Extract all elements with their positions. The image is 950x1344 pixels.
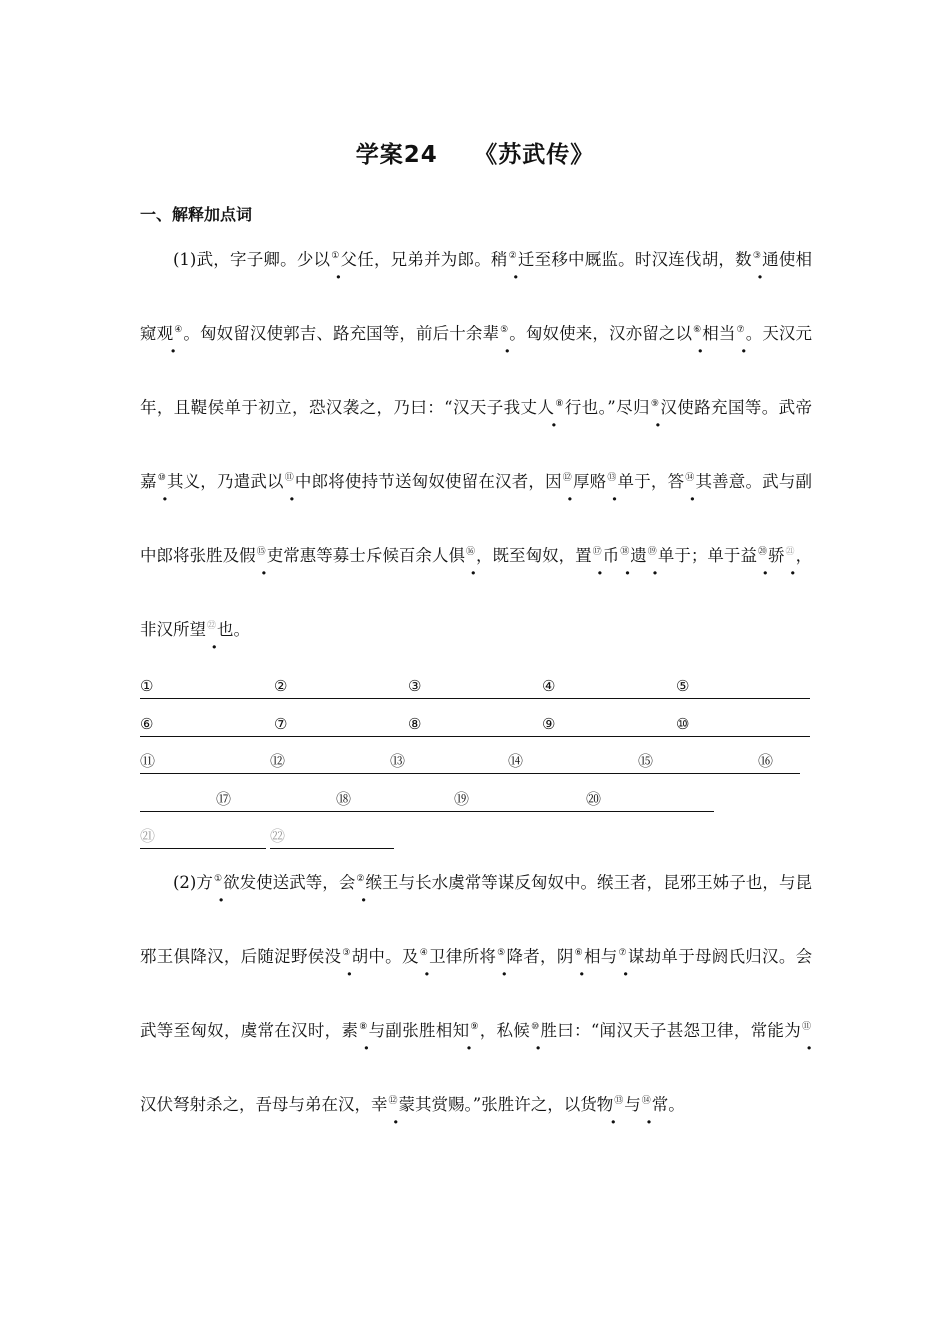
passage-text: 欲发使送武等， — [223, 873, 339, 892]
blank-row — [140, 674, 812, 712]
dotted-word: 与 — [624, 1095, 641, 1114]
passage-text: 。匈奴留汉使郭吉、路充国等，前后十余 — [183, 324, 483, 343]
passage-text: 吏常惠等募士斥候百余人 — [266, 546, 449, 565]
dotted-word: 候 — [513, 1021, 531, 1040]
note-number: ④ — [174, 325, 183, 335]
dotted-word: 方 — [196, 873, 213, 892]
passage-text: 单于；单于 — [657, 546, 741, 565]
dotted-word: 素 — [341, 1021, 359, 1040]
passage-text: 父任，兄弟并为郎。 — [340, 250, 491, 269]
note-number: ⑧ — [359, 1022, 368, 1032]
note-number: ③ — [752, 251, 762, 261]
passage-text: 中郎将使持节送匈奴使留在汉者， — [294, 472, 546, 491]
dotted-word: 益 — [740, 546, 757, 565]
dotted-word: 置 — [575, 546, 592, 565]
passage-text: 缑王与长水虞常等谋反匈奴中。缑王者，昆邪王姊子也，与昆邪王俱降汉，后随浞野侯 — [140, 873, 813, 966]
passage-text: 其善意。武与副中郎将张胜及 — [140, 472, 813, 565]
answer-blanks — [140, 674, 812, 862]
note-number: ⑬ — [614, 1096, 624, 1106]
note-number: ⑤ — [497, 948, 506, 958]
answer-blank[interactable]: ㉑ — [140, 824, 266, 849]
passage-text: 迁至移中厩监。时汉连伐胡， — [517, 250, 736, 269]
note-number: ① — [213, 874, 223, 884]
blank-row — [140, 749, 812, 787]
note-number: ⑯ — [465, 547, 475, 557]
passage-text: 常。 — [651, 1095, 685, 1114]
dotted-word: 赂 — [589, 472, 607, 491]
passage-text: 胡中。 — [351, 947, 402, 966]
passage-text: 武，字子卿。少 — [196, 250, 314, 269]
dotted-word: 归 — [632, 398, 650, 417]
note-number: ⑪ — [802, 1022, 812, 1032]
note-number: ㉑ — [785, 547, 795, 557]
passage-text: 蒙其赏赐。”张胜许之，以 — [398, 1095, 581, 1114]
answer-blank[interactable]: ⑫ — [270, 749, 390, 774]
answer-blank[interactable]: ⑯ — [758, 749, 800, 774]
note-number: ⑩ — [531, 1022, 540, 1032]
note-number: ⑥ — [574, 948, 583, 958]
passage-text: 其义，乃遣武 — [166, 472, 268, 491]
note-number: ⑦ — [736, 325, 745, 335]
dotted-word: 因 — [545, 472, 562, 491]
answer-blank[interactable]: ⑮ — [638, 749, 758, 774]
note-number: ⑲ — [647, 547, 657, 557]
passage-text: ，私 — [479, 1021, 514, 1040]
dotted-word: 以 — [267, 472, 284, 491]
passage-text: 。天汉元年，且鞮侯单于初立，恐汉袭之，乃曰：“汉天子我 — [140, 324, 813, 417]
passage-text: 行也。”尽 — [564, 398, 633, 417]
note-number: ① — [331, 251, 340, 261]
dotted-word: 望 — [189, 620, 206, 639]
dotted-word: 辈 — [482, 324, 500, 343]
answer-blank[interactable]: ㉒ — [270, 824, 394, 849]
answer-blank[interactable]: ⑧ — [408, 712, 542, 737]
answer-blank[interactable]: ⑭ — [508, 749, 638, 774]
note-number: ⑫ — [562, 473, 572, 483]
answer-blank[interactable]: ⑦ — [274, 712, 408, 737]
passage-text: 卫律所 — [429, 947, 480, 966]
answer-blank[interactable]: ④ — [542, 674, 676, 699]
dotted-word: 幸 — [371, 1095, 388, 1114]
dotted-word: 骄 — [768, 546, 785, 565]
passage-text: 通使相 — [762, 250, 813, 269]
answer-blank[interactable]: ⑬ — [390, 749, 508, 774]
note-number: ⑥ — [693, 325, 702, 335]
passage-text: 降者， — [506, 947, 557, 966]
passage-text: ，既至匈奴， — [476, 546, 576, 565]
note-number: ⑭ — [641, 1096, 651, 1106]
dotted-word: 货物 — [580, 1095, 614, 1114]
dotted-word: 为 — [784, 1021, 802, 1040]
dotted-word: 稍 — [490, 250, 508, 269]
blank-row — [140, 712, 812, 750]
dotted-word: 丈人 — [520, 398, 555, 417]
answer-blank[interactable]: ⑩ — [676, 712, 810, 737]
passage-text: 相 — [702, 324, 719, 343]
passage-text: 单于， — [617, 472, 668, 491]
answer-blank[interactable]: ⑱ — [336, 787, 454, 812]
answer-blank[interactable]: ① — [140, 674, 274, 699]
note-number: ⑩ — [157, 473, 166, 483]
note-number: ⑳ — [757, 547, 767, 557]
answer-blank[interactable]: ③ — [408, 674, 542, 699]
note-number: ⑨ — [650, 399, 660, 409]
dotted-word: 以 — [675, 324, 693, 343]
answer-blank[interactable]: ② — [274, 674, 408, 699]
passage-text: 谋劫单于母阏氏归汉。会武等至匈奴，虞常在汉时， — [140, 947, 813, 1040]
note-number: ② — [508, 251, 517, 261]
blank-row — [140, 787, 812, 825]
answer-blank[interactable]: ⑲ — [454, 787, 586, 812]
note-number: ④ — [419, 948, 429, 958]
dotted-word: 没 — [324, 947, 342, 966]
dotted-word: 当 — [718, 324, 736, 343]
dotted-word: 会 — [338, 873, 356, 892]
page-title: 学案24 《苏武传》 — [355, 142, 595, 168]
note-number: ⑤ — [500, 325, 509, 335]
passage-2 — [140, 846, 812, 1142]
passage-text: 也。 — [217, 620, 251, 639]
dotted-word: 俱 — [448, 546, 465, 565]
passage-text: 胜曰：“闻汉天子甚怨卫律，常能 — [540, 1021, 785, 1040]
dotted-word: 遗 — [630, 546, 647, 565]
dotted-word: 相知 — [435, 1021, 470, 1040]
answer-blank-continued[interactable] — [140, 787, 216, 812]
passage-label: (1) — [173, 250, 197, 269]
dotted-word: 假 — [239, 546, 256, 565]
note-number: ⑧ — [555, 399, 564, 409]
note-number: ⑱ — [620, 547, 630, 557]
note-number: ⑮ — [256, 547, 266, 557]
note-number: ② — [356, 874, 365, 884]
dotted-word: 阴 — [556, 947, 574, 966]
passage-text: 汉伏弩射杀之，吾母与弟在汉， — [140, 1095, 371, 1114]
dotted-word: 嘉 — [140, 472, 157, 491]
dotted-word: 数 — [735, 250, 752, 269]
note-number: ⑪ — [284, 473, 294, 483]
answer-blank[interactable]: ⑥ — [140, 712, 274, 737]
note-number: ⑨ — [470, 1022, 479, 1032]
dotted-word: 及 — [401, 947, 419, 966]
dotted-word: 与 — [600, 947, 618, 966]
answer-blank[interactable]: ⑤ — [676, 674, 810, 699]
section-heading: 一、解释加点词 — [140, 205, 253, 224]
answer-blank[interactable]: ⑰ — [216, 787, 336, 812]
dotted-word: 以 — [313, 250, 331, 269]
dotted-word: 答 — [667, 472, 685, 491]
note-number: ⑬ — [607, 473, 617, 483]
passage-text: 汉使路充国等。武帝 — [660, 398, 813, 417]
note-number: ⑫ — [388, 1096, 398, 1106]
note-number: ㉒ — [207, 621, 217, 631]
answer-blank[interactable]: ⑳ — [586, 787, 714, 812]
passage-text: 厚 — [572, 472, 590, 491]
passage-1 — [140, 223, 812, 667]
passage-text: 相 — [583, 947, 601, 966]
note-number: ⑭ — [685, 473, 695, 483]
dotted-word: 窥观 — [140, 324, 174, 343]
answer-blank[interactable]: ⑪ — [140, 749, 270, 774]
dotted-word: 币 — [602, 546, 620, 565]
note-number: ⑦ — [618, 948, 627, 958]
note-number: ③ — [342, 948, 351, 958]
answer-blank[interactable]: ⑨ — [542, 712, 676, 737]
dotted-word: 将 — [479, 947, 497, 966]
passage-text: 。匈奴使来，汉亦留之 — [509, 324, 676, 343]
passage-text: ，非汉所 — [140, 546, 813, 639]
note-number: ⑰ — [592, 547, 602, 557]
passage-label: (2) — [173, 873, 197, 892]
passage-text: 与副张胜 — [368, 1021, 436, 1040]
